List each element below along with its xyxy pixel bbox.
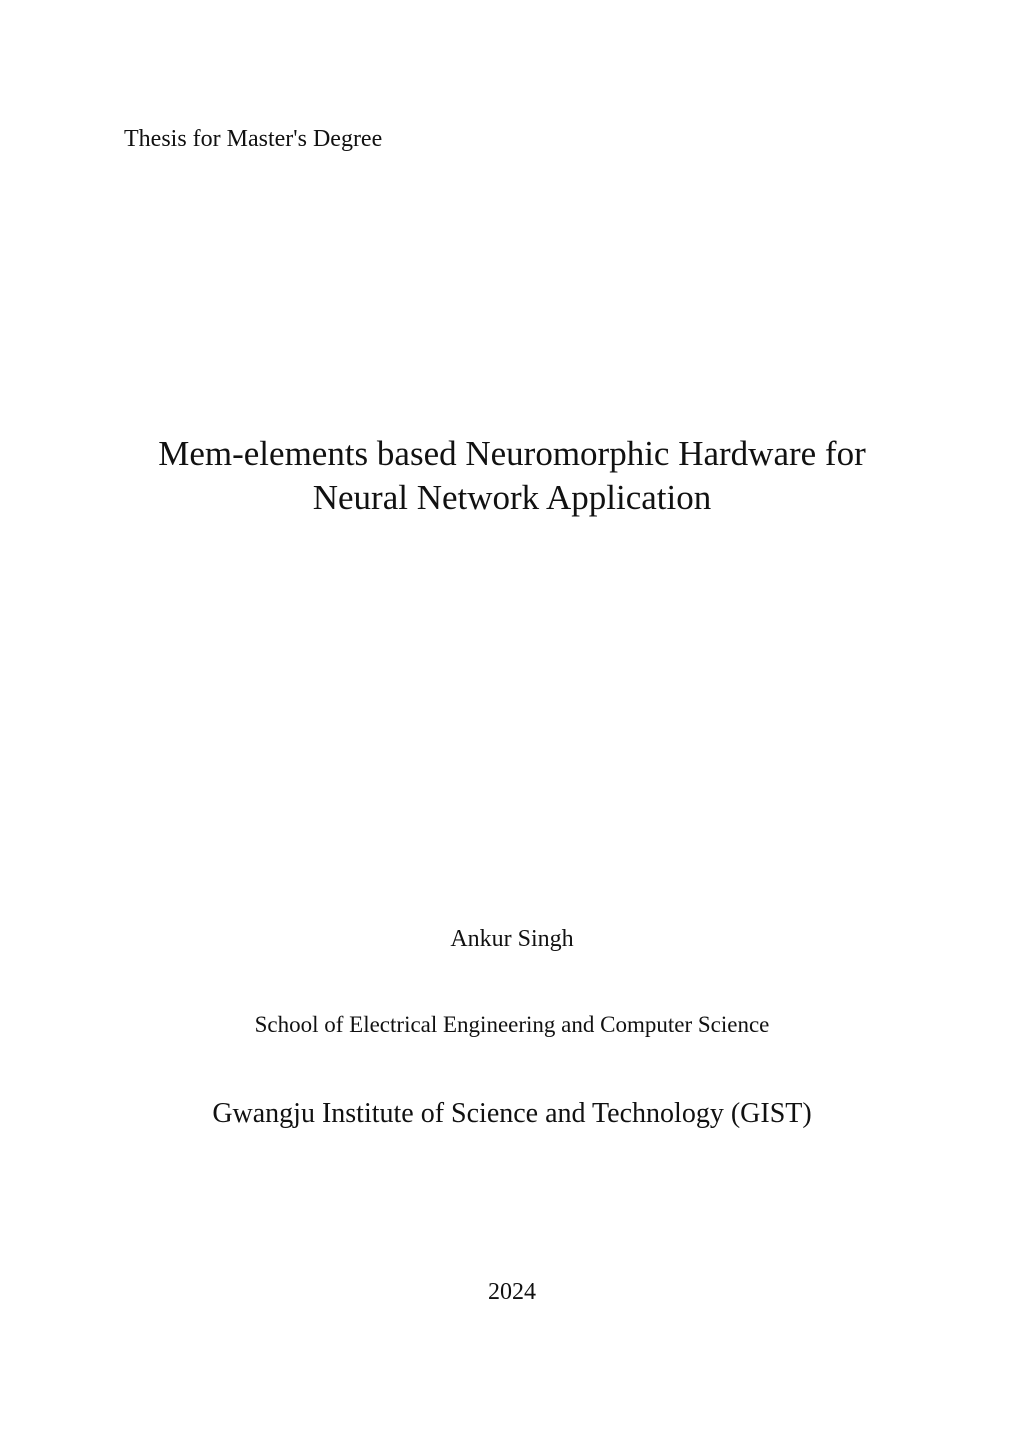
thesis-title-line-2: Neural Network Application <box>312 478 712 517</box>
school-name: School of Electrical Engineering and Computer Science <box>254 1012 770 1037</box>
thesis-title-line-1: Mem-elements based Neuromorphic Hardware for <box>158 434 866 473</box>
institute-name: Gwangju Institute of Science and Technology (GIST) <box>212 1098 812 1129</box>
degree-label: Thesis for Master's Degree <box>124 126 383 152</box>
publication-year: 2024 <box>488 1279 536 1305</box>
thesis-title <box>0 432 1024 520</box>
author-name: Ankur Singh <box>450 926 574 952</box>
